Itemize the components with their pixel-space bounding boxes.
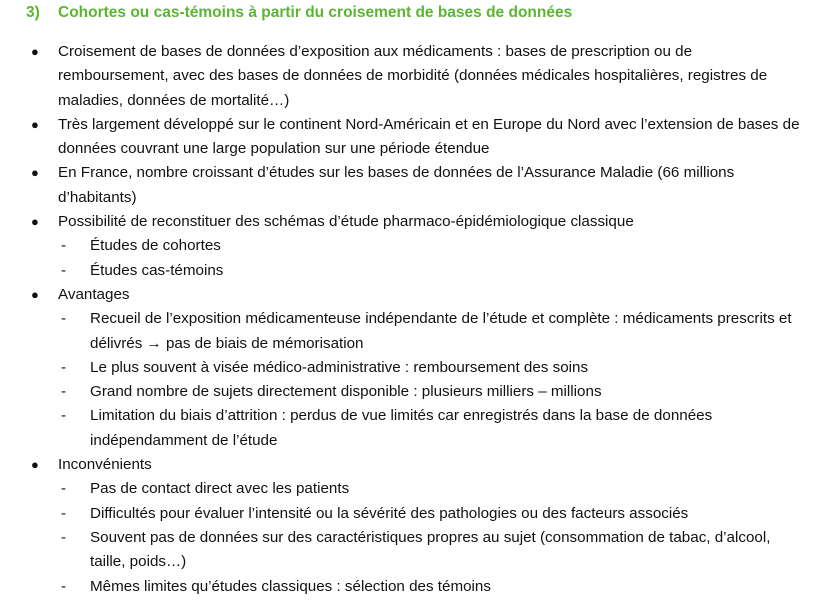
bullet-marker: ● xyxy=(31,286,39,302)
bullet-text: Très largement développé sur le continent Nord-Américain et en Europe du Nord avec l’extension de bases de données couvrant une large population sur une période étendue xyxy=(58,115,800,158)
bullet-marker: ● xyxy=(31,165,39,181)
dash-marker: - xyxy=(61,577,67,595)
sub-item-text: Études cas-témoins xyxy=(90,261,224,279)
sub-item xyxy=(0,356,818,380)
bullet-marker: ● xyxy=(31,457,39,473)
sub-item-text: Grand nombre de sujets directement disponible : plusieurs milliers – millions xyxy=(90,383,602,401)
bullet-text: Possibilité de reconstituer des schémas d’étude pharmaco-épidémiologique classique xyxy=(58,213,634,231)
sub-item xyxy=(0,526,818,575)
sub-item-text: Pas de contact direct avec les patients xyxy=(90,480,350,498)
sub-item-text: Limitation du biais d’attrition : perdus de vue limités car enregistrés dans la base de données indépendamment de l’étude xyxy=(90,407,713,449)
dash-marker: - xyxy=(61,237,67,255)
sub-item xyxy=(0,234,818,258)
bullet-marker: ● xyxy=(31,116,39,132)
bullet-text: Avantages xyxy=(58,285,130,303)
sub-item-text: Difficultés pour évaluer l’intensité ou la sévérité des pathologies ou des facteurs associés xyxy=(90,504,689,522)
dash-marker: - xyxy=(61,480,67,498)
sub-item xyxy=(0,259,818,283)
bullet-item xyxy=(0,210,818,234)
sub-item xyxy=(0,404,818,453)
sub-item xyxy=(0,502,818,526)
sub-item-text: Le plus souvent à visée médico-administrative : remboursement des soins xyxy=(90,358,589,376)
sub-item xyxy=(0,477,818,501)
sub-item-text: Études de cohortes xyxy=(90,237,221,255)
sub-item xyxy=(0,380,818,404)
bullet-text: Croisement de bases de données d’exposition aux médicaments : bases de prescription ou de remboursement, avec des bases de données de morbidité (données médicales hospitalières, registres de maladies, données de mortalité…) xyxy=(58,43,768,109)
bullet-item xyxy=(0,161,818,210)
sub-item xyxy=(0,575,818,599)
section-title: Cohortes ou cas-témoins à partir du croisement de bases de données xyxy=(58,4,573,21)
bullet-item xyxy=(0,113,818,162)
dash-marker: - xyxy=(61,261,67,279)
sub-item-text: Souvent pas de données sur des caractéristiques propres au sujet (consommation de tabac, d’alcool, taille, poids…) xyxy=(90,528,771,571)
bullet-text: En France, nombre croissant d’études sur les bases de données de l’Assurance Maladie (66 millions d’habitants) xyxy=(58,164,735,206)
dash-marker: - xyxy=(61,383,67,401)
bullet-item xyxy=(0,453,818,477)
bullet-item xyxy=(0,40,818,113)
dash-marker: - xyxy=(61,504,67,522)
dash-marker: - xyxy=(61,407,67,425)
sub-item-text: Recueil de l’exposition médicamenteuse indépendante de l’étude et complète : médicaments prescrits et délivrés → pas de biais de mémorisation xyxy=(90,310,792,352)
dash-marker: - xyxy=(61,528,67,546)
bullet-item xyxy=(0,283,818,307)
section-number: 3) xyxy=(26,4,40,21)
dash-marker: - xyxy=(61,358,67,376)
bullet-marker: ● xyxy=(31,44,39,59)
bullet-marker: ● xyxy=(31,214,39,230)
bullet-list xyxy=(0,40,818,599)
sub-item-text: Mêmes limites qu’études classiques : sélection des témoins xyxy=(90,577,491,595)
dash-marker: - xyxy=(61,310,67,328)
bullet-text: Inconvénients xyxy=(58,456,152,474)
sub-item xyxy=(0,307,818,356)
section-heading xyxy=(26,4,572,22)
